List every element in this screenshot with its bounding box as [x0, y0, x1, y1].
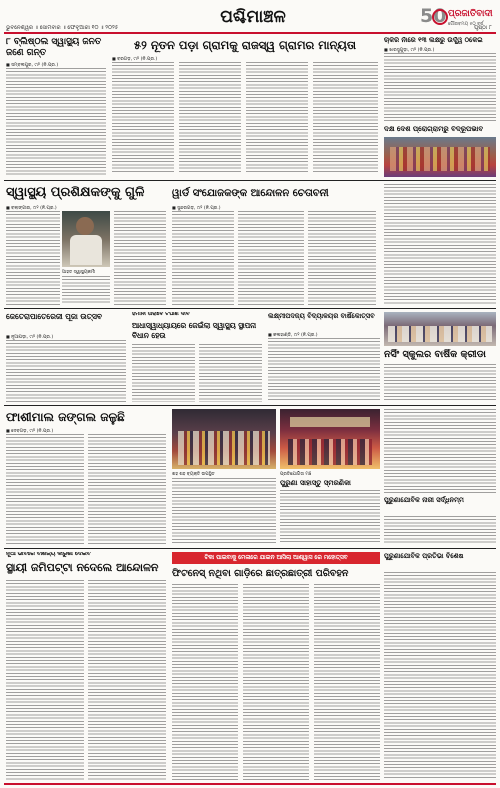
center-body-b	[238, 211, 304, 305]
caption-stage: ପ୍ରତିଯୋଗିତା ମଞ୍ଚ	[280, 472, 312, 477]
health-body-b	[199, 344, 262, 402]
main-heading: ୫୨ ନୂତନ ପଡ଼ା ଗ୍ରାମକୁ ରାଜସ୍ୱ ଗ୍ରାମର ମାନ୍ୟତା	[133, 38, 357, 52]
caption-injured: ଆହତ ସ୍ୱାସ୍ଥ୍ୟକର୍ମୀ	[62, 270, 96, 275]
caption-event: ଶହ ଶହ ବ୍ୟକ୍ତି ଉପସ୍ଥିତ	[172, 472, 215, 477]
center-heading: ୱାର୍ଡ ସଂଯୋଜକଙ୍କ ଆନ୍ଦୋଳନ ଚେତାବନୀ	[172, 188, 329, 199]
masthead-section-title: ପଶ୍ଚିମାଞ୍ଚଳ	[220, 7, 286, 27]
forest-body-b	[88, 434, 166, 544]
left-body-c	[114, 211, 166, 305]
event-photo-left	[172, 409, 276, 469]
anniversary-text: ଗୌରବମୟ ୫୦ ବର୍ଷ	[448, 22, 484, 27]
bottom-body-c	[314, 584, 380, 780]
center-body-a	[172, 211, 234, 305]
nursing-heading: ନର୍ସିଂ ସ୍କୁଲର ବାର୍ଷିକ କ୍ରୀଡା	[384, 349, 486, 360]
anniversary-ring-icon	[432, 9, 448, 25]
kicker-left: ନୂଆଁ ଭାବରେ ବାଣିଜ୍ୟ କାରୁଶା ଦେଇବ	[6, 552, 91, 557]
divider-4	[4, 548, 496, 549]
top-left-body	[6, 68, 106, 176]
left-body-b	[62, 276, 110, 305]
byline-5: ■ ସୁନ୍ଦରଗଡ଼, ୯ା୨ (ନି.ପ୍ର.)	[172, 205, 221, 211]
center-body-c	[308, 211, 376, 305]
bottom-banner: ଟିକା ପାଇବାକୁ ମେଳାରେ ଯାଇନ ଆସିଲା ଆଶ୍ୱାସ ରେ ମହୋତ୍ସବ	[172, 552, 380, 564]
group-photo	[384, 137, 496, 177]
top-right-heading: ଚାକିରି ନାଁରେ ୧୩ ଲକ୍ଷରୁ ଉର୍ଦ୍ଧ୍ୱ ଠକେଇ	[384, 37, 483, 44]
stage-photo	[280, 409, 380, 469]
nursing-photo	[384, 312, 496, 346]
byline-7: ■ କଳାହାଣ୍ଡି, ୯ା୨ (ନି.ପ୍ର.)	[268, 332, 318, 338]
left-body-a	[6, 211, 60, 305]
festival-heading: ଜେତେରାପାତେରେଜୀ ପୂଜା ଉତ୍ସବ	[6, 312, 103, 321]
bottom-body-a	[172, 584, 238, 780]
laxmi-heading: ଲକ୍ଷ୍ମୀପଦଜ୍ୟ ବିଦ୍ୟାଳୟର ବାର୍ଷିକୋତ୍ସବ	[268, 312, 375, 320]
health-kicker: ହିମାନୀ ତାରାବେ ଟିପାଣି ଦାବି	[132, 312, 190, 317]
byline-1: ■ ସମ୍ବଲପୁର, ୯ା୨ (ନି.ପ୍ର.)	[6, 62, 58, 68]
bottom-body-b	[243, 584, 309, 780]
byline-8: ■ ଦେବଗଡ଼, ୯ା୨ (ନି.ପ୍ର.)	[6, 428, 53, 434]
forest-heading: ଫାଶୀମାଲ ଜଙ୍ଗଲ ଜଳୁଛି	[6, 410, 125, 424]
land-heading: ସ୍ଥାୟୀ ଜମିପଟ୍ଟା ନଦେଲେ ଆନ୍ଦୋଳନ	[6, 561, 159, 574]
byline-4: ■ ବଲାଙ୍ଗୀର, ୯ା୨ (ନି.ପ୍ର.)	[6, 205, 57, 211]
center-lower-heading: ପୁରୁଣା ସାହାସ୍ତୁ ସ୍ମରଣିକା	[280, 479, 351, 487]
top-right-body	[384, 53, 496, 123]
left-big-heading: ସ୍ୱାସ୍ଥ୍ୟ ପ୍ରଶିକ୍ଷକଙ୍କୁ ଗୁଳି	[6, 185, 145, 200]
main-body-col1	[112, 62, 174, 174]
main-body-col2	[179, 62, 241, 174]
festival-body	[6, 340, 126, 402]
injured-man-photo	[62, 211, 110, 267]
nursing-body	[384, 364, 496, 402]
bottom-heading: ଫିଟନେସ୍ ନଥିବା ଗାଡ଼ିରେ ଛାତ୍ରଛାତ୍ରୀ ପରିବହନ	[172, 568, 349, 579]
laxmi-body	[268, 338, 380, 402]
main-body-col3	[246, 62, 308, 174]
pratipada-body	[384, 516, 496, 544]
byline-3: ■ ଝାରସୁଗୁଡ଼ା, ୯ା୨ (ନି.ପ୍ର.)	[384, 47, 434, 53]
forest-body-a	[6, 434, 84, 544]
anniversary-number: 50	[420, 5, 447, 27]
bottom-right-heading: ପୁରୁଣାଯୋବିକ ପ୍ରତିଭା ବିଶେଷ	[384, 552, 464, 560]
dateline: ଭୁବନେଶ୍ୱର ॥ ସୋମବାର ॥ ଫେବୃଆରୀ ୧୦ ॥ ୨୦୨୫	[6, 25, 119, 31]
byline-2: ■ ବରଗଡ଼, ୯ା୨ (ନି.ପ୍ର.)	[112, 56, 157, 62]
right-body-lower	[384, 409, 496, 493]
divider-2	[4, 308, 496, 309]
pratipada-heading: ପୁରୁଣାଯୋବିକ ନାରୀ ସର୍ଦ୍ଧିନମ୍ମ	[384, 496, 464, 504]
land-body-a	[6, 580, 84, 780]
masthead-rule	[4, 32, 496, 34]
top-left-heading: ୮ ବ୍ଲିଷ୍ଠଲ ସ୍ୱାସ୍ଥ୍ୟ ଜନତ ଜଣେ ଗନ୍ତ	[6, 37, 102, 58]
health-heading: ଆଧାସ୍ୱାଧ୍ୟାୟରେ ଜେଇଁଲା ସ୍ୱାସ୍ଥ୍ୟ ସ୍ଥାପନା ବିଧାନ ହେଉ	[132, 321, 257, 340]
health-body-a	[132, 344, 195, 402]
byline-6: ■ ନୂଆପଡ଼ା, ୯ା୨ (ନି.ପ୍ର.)	[6, 334, 53, 340]
land-body-b	[88, 580, 166, 780]
page-number: ପୃଷ୍ଠା ୮	[474, 25, 492, 31]
stage-body	[280, 490, 380, 544]
bottom-right-body	[384, 572, 496, 780]
divider-1	[4, 180, 496, 181]
right-body-mid	[384, 184, 496, 305]
brand-name: ପ୍ରଜାତିବାଦୀ	[448, 9, 493, 19]
divider-3	[4, 405, 496, 406]
footer-rule	[4, 783, 496, 785]
anniversary-logo	[420, 6, 446, 30]
main-body-col4	[313, 62, 378, 174]
center-lower-body	[172, 478, 276, 544]
right-second-heading: ଦକ୍ଷ ଦେଶ ପ୍ରୋଗ୍ରାମରୁ ବିଦ୍ରୂପଭାବ	[384, 126, 484, 133]
